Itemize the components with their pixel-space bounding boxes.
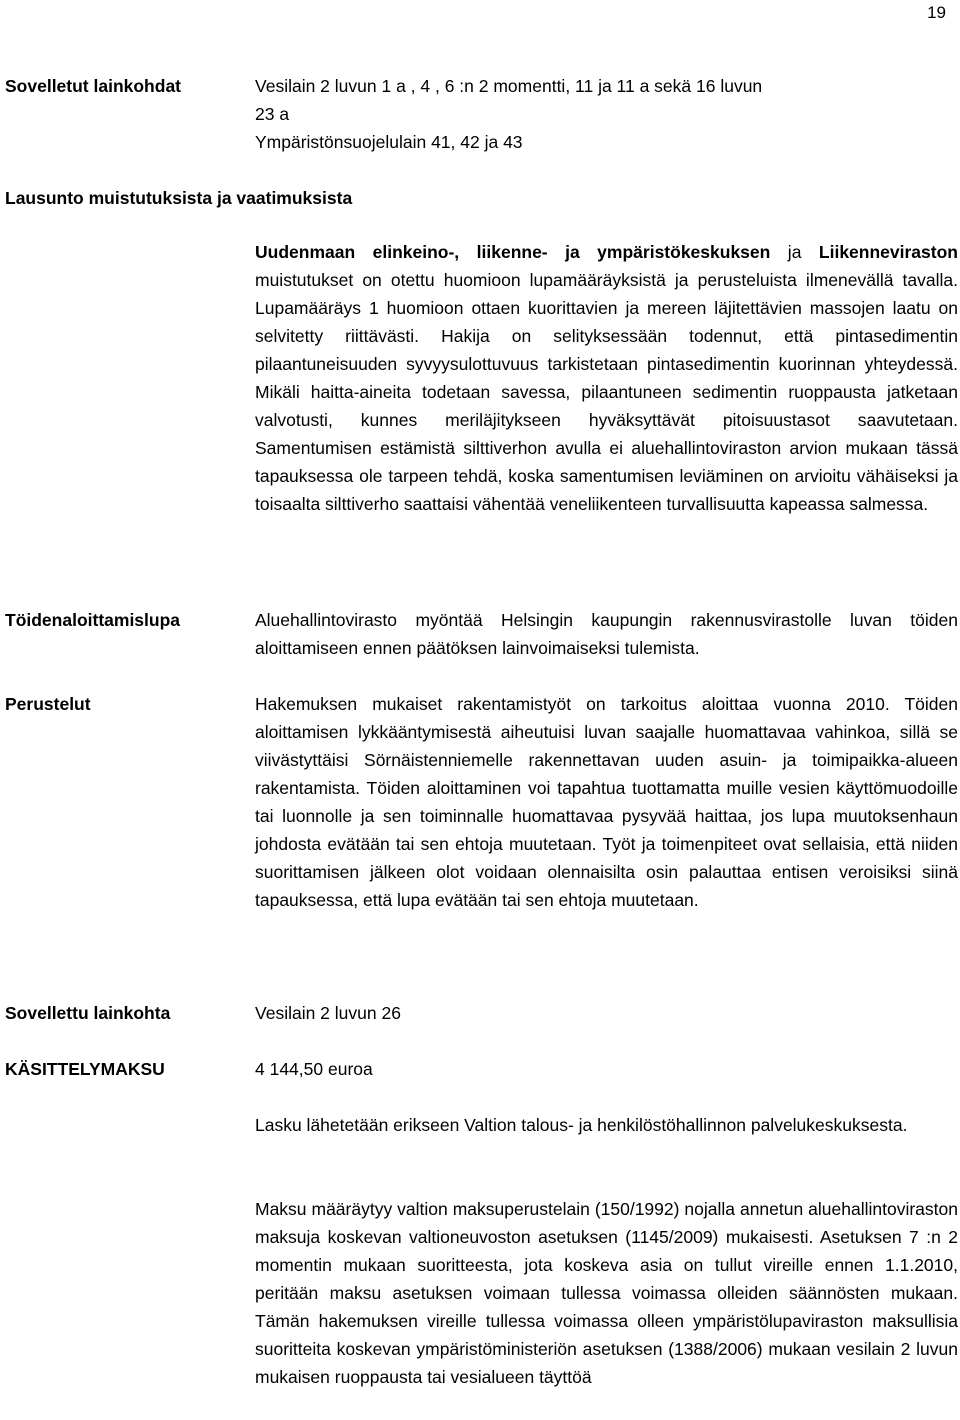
grounds-text: Hakemuksen mukaiset rakentamistyöt on tarkoitus aloittaa vuonna 2010. Töiden aloittamisen lykkääntymisestä aiheutuisi luvan saajalle huomattavaa vahinkoa, sillä se viivästyttäisi Sörnäistenniemelle rakennettavan uuden asuin- ja toimipaikka-alueen rakentamista. Töiden aloittaminen voi tapahtua tuottamatta muille vesien käyttömuodoille tai luonnolle ja sen toiminnalle huomattavaa pysyvää haittaa, jos lupa muutoksenhaun johdosta evätään tai sen ehtoja muutetaan. Työt ja toimenpiteet ovat sellaisia, että niiden suorittamisen jälkeen olot voidaan olennaisilta osin palauttaa entisen veroisiksi siinä tapauksessa, että lupa evätään tai sen ehtoja muutetaan. [255, 694, 958, 910]
invoice-text: Lasku lähetetään erikseen Valtion talous- ja henkilöstöhallinnon palvelukeskuksesta. [255, 1115, 908, 1135]
applied-laws-line: Ympäristönsuojelulain 41, 42 ja 43 [255, 132, 523, 152]
work-start-permit-text: Aluehallintovirasto myöntää Helsingin kaupungin rakennusvirastolle luvan töiden aloittamiseen ennen päätöksen lainvoimaiseksi tulemista. [255, 610, 958, 658]
applied-laws-line: 23 a [255, 104, 290, 124]
page-number: 19 [927, 3, 946, 22]
section-label-applied-law: Sovellettu lainkohta [5, 1003, 171, 1023]
fee-basis-text: Maksu määräytyy valtion maksuperustelain (150/1992) nojalla annetun aluehallintoviraston maksuja koskevan valtioneuvoston asetuksen (1145/2009) mukaisesti. Asetuksen 7 :n 2 momentin mukaan suoritteesta, jota koskeva asia on tullut vireille ennen 1.1.2010, peritään maksu asetuksen voimaan tullessa voimassa olleiden säännösten mukaan. Tämän hakemuksen vireille tullessa voimassa olleen ympäristölupaviraston maksullisia suoritteita koskevan ympäristöministeriön asetuksen (1388/2006) mukaan vesilain 2 luvun mukaisen ruoppausta tai vesialueen täyttöä [255, 1199, 958, 1387]
applied-law-text: Vesilain 2 luvun 26 [255, 1003, 401, 1023]
statement-text: muistutukset on otettu huomioon lupamääräyksistä ja perusteluista ilmenevällä tavalla. Lupamääräys 1 huomioon ottaen kuorittavien ja mereen läjitettävien massojen laatu on selvitetty riittävästi. Hakija on selityksessään todennut, että pintasedimentin pilaantuneisuuden syvyysulottuvuus tarkistetaan pintasedimentin kuorinnan yhteydessä. Mikäli haitta-aineita todetaan savessa, pilaantuneen sedimentin ruoppausta jatketaan valvotusti, kunnes meriläjitykseen hyväksyttävät pitoisuustasot saavutetaan. Samentumisen estämistä silttiverhon avulla ei aluehallintoviraston arvion mukaan tässä tapauksessa ole tarpeen tehdä, koska samentumisen leviäminen on arvioitu vähäiseksi ja toisaalta silttiverho saattaisi vähentää veneliikenteen turvallisuutta kapeassa salmessa. [255, 270, 958, 514]
applied-laws-text [255, 72, 958, 156]
section-label-processing-fee: KÄSITTELYMAKSU [5, 1059, 165, 1079]
section-label-statement: Lausunto muistutuksista ja vaatimuksista [5, 188, 353, 208]
section-label-grounds: Perustelut [5, 694, 91, 714]
statement-bold-authority-1: Uudenmaan elinkeino-, liikenne- ja ympäristökeskuksen [255, 242, 771, 262]
statement-bold-authority-2: Liikenneviraston [818, 242, 958, 262]
section-label-work-start-permit: Töidenaloittamislupa [5, 610, 181, 630]
statement-connector: ja [770, 242, 819, 262]
statement-paragraph [255, 238, 958, 518]
section-label-applied-laws: Sovelletut lainkohdat [5, 76, 181, 96]
processing-fee-amount: 4 144,50 euroa [255, 1059, 373, 1079]
applied-laws-line: Vesilain 2 luvun 1 a , 4 , 6 :n 2 momentti, 11 ja 11 a sekä 16 luvun [255, 76, 763, 96]
